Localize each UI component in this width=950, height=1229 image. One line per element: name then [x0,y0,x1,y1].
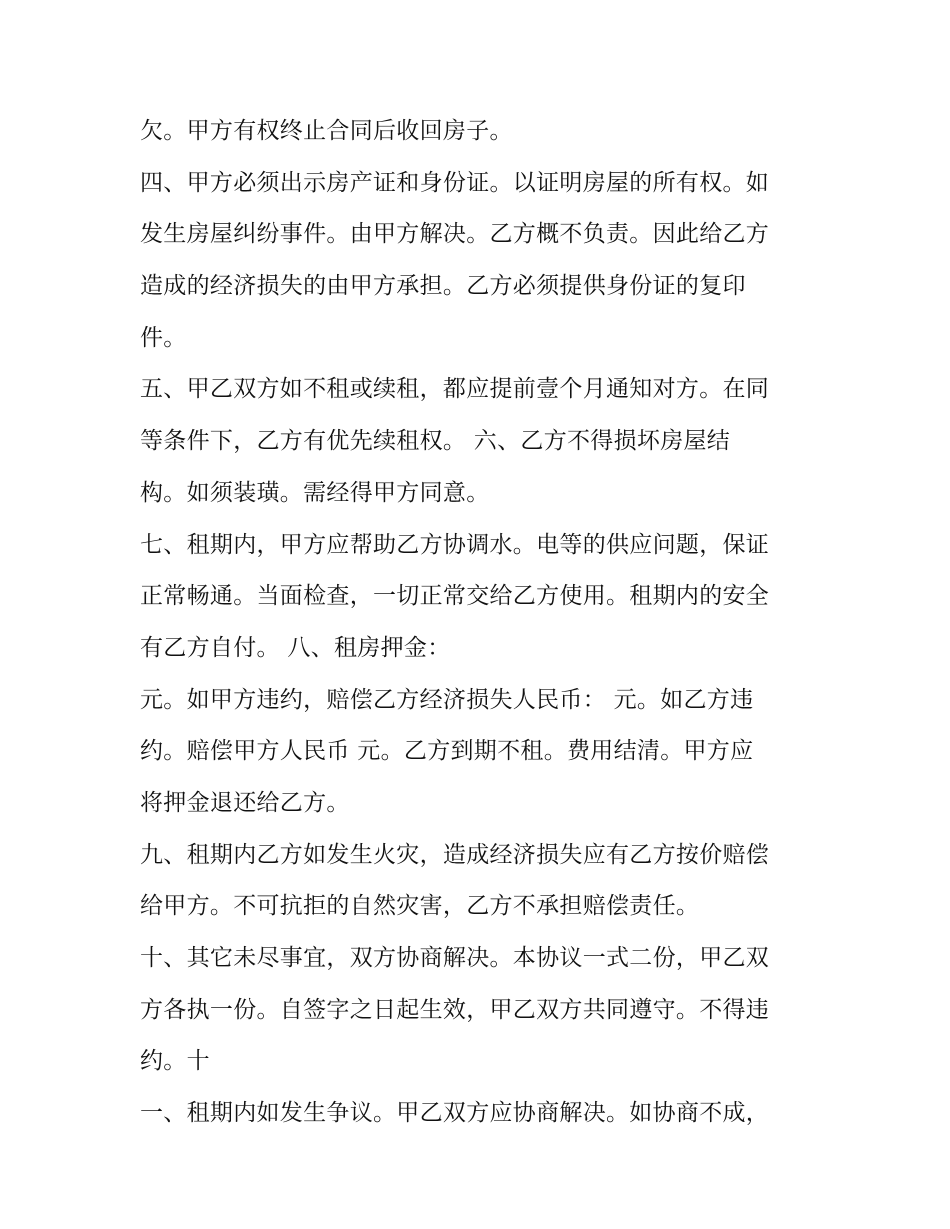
text-line: 造成的经济损失的由甲方承担。乙方必须提供身份证的复印 [140,273,746,300]
text-line: 将押金退还给乙方。 [140,789,350,816]
text-line: 件。 [140,324,187,351]
text-line: 给甲方。不可抗拒的自然灾害，乙方不承担赔偿责任。 [140,893,700,920]
text-line: 约。赔偿甲方人民币 元。乙方到期不租。费用结清。甲方应 [140,738,754,765]
document-body [140,106,840,1140]
text-line: 发生房屋纠纷事件。由甲方解决。乙方概不负责。因此给乙方 [140,221,770,248]
text-line: 约。十 [140,1048,210,1075]
text-line: 元。如甲方违约，赔偿乙方经济损失人民币： 元。如乙方违 [140,686,754,713]
text-line: 欠。甲方有权终止合同后收回房子。 [140,118,513,144]
text-line: 方各执一份。自签字之日起生效，甲乙双方共同遵守。不得违 [140,996,770,1023]
text-line: 四、甲方必须出示房产证和身份证。以证明房屋的所有权。如 [140,169,770,196]
text-line: 九、租期内乙方如发生火灾，造成经济损失应有乙方按价赔偿 [140,841,770,868]
text-line: 构。如须装璜。需经得甲方同意。 [140,479,490,506]
text-line: 等条件下，乙方有优先续租权。 六、乙方不得损坏房屋结 [140,428,731,455]
text-line: 一、租期内如发生争议。甲乙双方应协商解决。如协商不成， [140,1100,770,1127]
text-line: 五、甲乙双方如不租或续租，都应提前壹个月通知对方。在同 [140,376,770,403]
text-line: 七、租期内，甲方应帮助乙方协调水。电等的供应问题，保证 [140,531,770,558]
text-line: 有乙方自付。 八、租房押金： [140,634,451,661]
text-line: 正常畅通。当面检查，一切正常交给乙方使用。租期内的安全 [140,583,770,610]
text-line: 十、其它未尽事宜，双方协商解决。本协议一式二份，甲乙双 [140,945,770,971]
